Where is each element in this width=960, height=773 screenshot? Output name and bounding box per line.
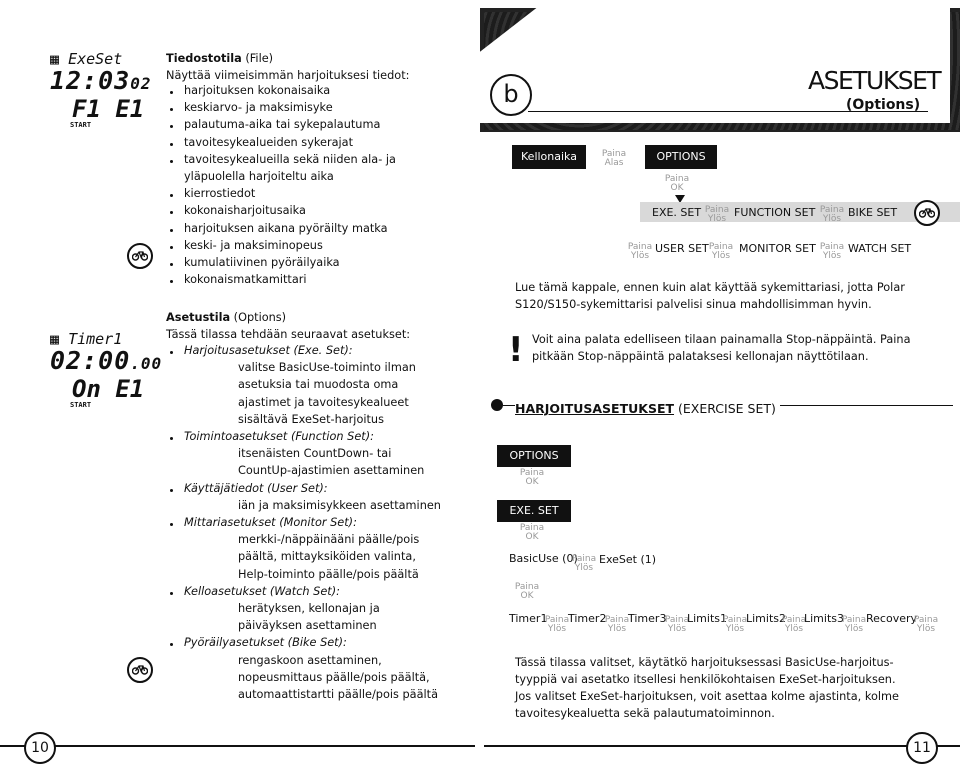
display-time: 02:00.00 — [50, 346, 163, 375]
setting-description: automaattistartti päälle/pois päältä — [238, 688, 438, 701]
setting-description: nopeusmittaus päälle/pois päältä, — [238, 670, 430, 684]
start-label: START — [70, 121, 92, 129]
press-up-hint: Paina Ylös — [544, 615, 570, 634]
body-line: tyyppiä vai asetatko itsellesi henkilökohtaisen ExeSet-harjoituksen. — [515, 673, 896, 686]
list-item: tavoitesykealueilla sekä niiden ala- ja — [184, 152, 396, 166]
list-item: tavoitesykealueiden sykerajat — [184, 135, 354, 149]
list-item: palautuma-aika tai sykepalautuma — [184, 118, 381, 132]
bullet-dot-icon — [170, 489, 173, 492]
exe-set-box: EXE. SET — [497, 500, 571, 522]
bullet-dot-icon — [170, 143, 173, 146]
watch-display-exeset — [50, 50, 152, 129]
bullet-dot-icon — [170, 211, 173, 214]
setting-description: valitse BasicUse-toiminto ilman — [238, 361, 416, 375]
setting-description: päiväyksen asettaminen — [238, 619, 377, 633]
press-ok-hint: Paina OK — [514, 582, 540, 601]
press-up-hint: Paina Ylös — [627, 242, 653, 261]
bullet-dot-icon — [170, 91, 173, 94]
bullet-dot-icon — [170, 437, 173, 440]
page-title: ASETUKSET — [808, 66, 941, 95]
press-up-hint: Paina Ylös — [664, 615, 690, 634]
setting-description: ajastimet ja tavoitesykealueet — [238, 395, 409, 409]
press-up-hint: Paina Ylös — [819, 242, 845, 261]
press-down-hint: Paina Alas — [601, 149, 627, 168]
bullet-dot-icon — [170, 643, 173, 646]
list-item: yläpuolella harjoiteltu aika — [184, 170, 334, 183]
bullet-dot-icon — [170, 125, 173, 128]
start-label: START — [70, 401, 92, 409]
file-mode-intro: Näyttää viimeisimmän harjoituksesi tiedot: — [166, 69, 410, 82]
section-dot-icon — [491, 399, 503, 411]
bullet-dot-icon — [170, 592, 173, 595]
display-mode-label: ▦ Timer1 — [50, 330, 123, 348]
press-up-hint: Paina Ylös — [722, 615, 748, 634]
list-item: keski- ja maksiminopeus — [184, 238, 323, 252]
intro-line-2: S120/S150-sykemittarisi palvelisi sinua mahdollisimman hyvin. — [515, 298, 872, 311]
press-ok-hint: Paina OK — [664, 174, 690, 193]
page-rule — [0, 745, 475, 747]
bullet-dot-icon — [170, 194, 173, 197]
bullet-dot-icon — [170, 160, 173, 163]
note-line-2: pitkään Stop-näppäintä palataksesi kellonajan näyttötilaan. — [532, 350, 869, 363]
display-time: 12:0302 — [50, 66, 152, 95]
menu-user-set: USER SET — [655, 242, 709, 255]
page-rule — [484, 745, 960, 747]
options-box: OPTIONS — [497, 445, 571, 467]
body-line: Jos valitset ExeSet-harjoituksen, voit asettaa kolme ajastinta, kolme — [515, 690, 899, 703]
setting-title: Kelloasetukset (Watch Set): — [184, 584, 340, 598]
display-mode-label: ▦ ExeSet — [50, 50, 123, 68]
setting-description: itsenäisten CountDown- tai — [238, 447, 392, 461]
setting-description: merkki-/näppäinääni päälle/pois — [238, 533, 420, 547]
exeset-item: Recovery — [866, 612, 918, 625]
bullet-dot-icon — [170, 263, 173, 266]
menu-watch-set: WATCH SET — [848, 242, 912, 255]
body-line: Tässä tilassa valitset, käytätkö harjoituksessasi BasicUse-harjoitus- — [515, 656, 894, 669]
menu-bike-set: BIKE SET — [848, 206, 898, 219]
list-item: harjoituksen kokonaisaika — [184, 84, 331, 97]
list-item: keskiarvo- ja maksimisyke — [184, 101, 333, 115]
options-box: OPTIONS — [645, 145, 717, 169]
options-mode-heading: Asetustila (Options) — [166, 311, 287, 324]
body-line: tavoitesykealuetta sekä palautumatoiminnon. — [515, 707, 775, 720]
setting-description: päältä, mittayksiköiden valinta, — [238, 550, 416, 564]
press-ok-hint: Paina OK — [519, 523, 545, 542]
file-mode-heading: Tiedostotila (File) — [166, 52, 274, 65]
bike-icon — [127, 243, 153, 269]
press-up-hint: Paina Ylös — [781, 615, 807, 634]
menu-monitor-set: MONITOR SET — [739, 242, 816, 255]
setting-description: asetuksia tai muodosta oma — [238, 378, 399, 392]
watch-display-timer — [50, 330, 163, 409]
press-up-hint: Paina Ylös — [704, 205, 730, 224]
press-ok-hint: Paina OK — [519, 468, 545, 487]
exeset-item: Limits3 — [804, 612, 844, 625]
bullet-dot-icon — [170, 523, 173, 526]
setting-description: Help-toiminto päälle/pois päältä — [238, 567, 419, 581]
bullet-dot-icon — [170, 229, 173, 232]
note-line-1: Voit aina palata edelliseen tilaan painamalla Stop-näppäintä. Paina — [532, 333, 911, 346]
intro-line-1: Lue tämä kappale, ennen kuin alat käyttää sykemittariasi, jotta Polar — [515, 281, 905, 294]
options-mode-intro: Tässä tilassa tehdään seuraavat asetukset: — [166, 328, 411, 341]
list-item: kokonaismatkamittari — [184, 273, 307, 287]
setting-title: Toimintoasetukset (Function Set): — [184, 430, 374, 443]
bike-icon — [127, 657, 153, 683]
exeset-item: Limits2 — [746, 612, 786, 625]
exeset-item: Timer2 — [568, 612, 607, 625]
bullet-dot-icon — [170, 280, 173, 283]
list-item: kierrostiedot — [184, 187, 256, 201]
setting-description: rengaskoon asettaminen, — [238, 653, 382, 667]
section-letter-badge: b — [490, 74, 532, 116]
exeset-option: ExeSet (1) — [599, 553, 657, 566]
setting-title: Harjoitusasetukset (Exe. Set): — [184, 344, 353, 357]
press-up-hint: Paina Ylös — [913, 615, 939, 634]
basicuse-option: BasicUse (0) — [509, 552, 578, 565]
menu-function-set: FUNCTION SET — [734, 206, 816, 219]
menu-exe-set: EXE. SET — [652, 206, 702, 219]
page-number: 10 — [24, 732, 56, 764]
bullet-dot-icon — [170, 246, 173, 249]
bike-icon — [914, 200, 940, 226]
exeset-item: Timer3 — [628, 612, 667, 625]
bullet-dot-icon — [170, 351, 173, 354]
section-title: HARJOITUSASETUKSET (EXERCISE SET) — [515, 401, 780, 416]
page-number: 11 — [906, 732, 938, 764]
list-item: kumulatiivinen pyöräilyaika — [184, 256, 340, 269]
press-up-hint: Paina Ylös — [604, 615, 630, 634]
setting-description: CountUp-ajastimien asettaminen — [238, 464, 425, 478]
press-up-hint: Paina Ylös — [708, 242, 734, 261]
setting-description: sisältävä ExeSet-harjoitus — [238, 412, 384, 426]
display-setting: On E1 — [72, 375, 145, 403]
bullet-dot-icon — [170, 108, 173, 111]
setting-title: Pyöräilyasetukset (Bike Set): — [184, 636, 347, 650]
exeset-item: Timer1 — [509, 612, 548, 625]
press-up-hint: Paina Ylös — [819, 205, 845, 224]
press-up-hint: Paina Ylös — [841, 615, 867, 634]
exclamation-icon: ! — [508, 330, 524, 370]
setting-title: Mittariasetukset (Monitor Set): — [184, 516, 357, 529]
kellonaika-box: Kellonaika — [512, 145, 586, 169]
setting-description: herätyksen, kellonajan ja — [238, 602, 380, 615]
setting-description: iän ja maksimisykkeen asettaminen — [238, 498, 441, 512]
list-item: harjoituksen aikana pyöräilty matka — [184, 221, 388, 235]
press-up-hint: Paina Ylös — [571, 554, 597, 573]
display-setting: F1 E1 — [72, 95, 145, 123]
list-item: kokonaisharjoitusaika — [184, 204, 306, 218]
page-subtitle: (Options) — [846, 97, 921, 113]
setting-title: Käyttäjätiedot (User Set): — [184, 481, 328, 495]
exeset-item: Limits1 — [687, 612, 727, 625]
